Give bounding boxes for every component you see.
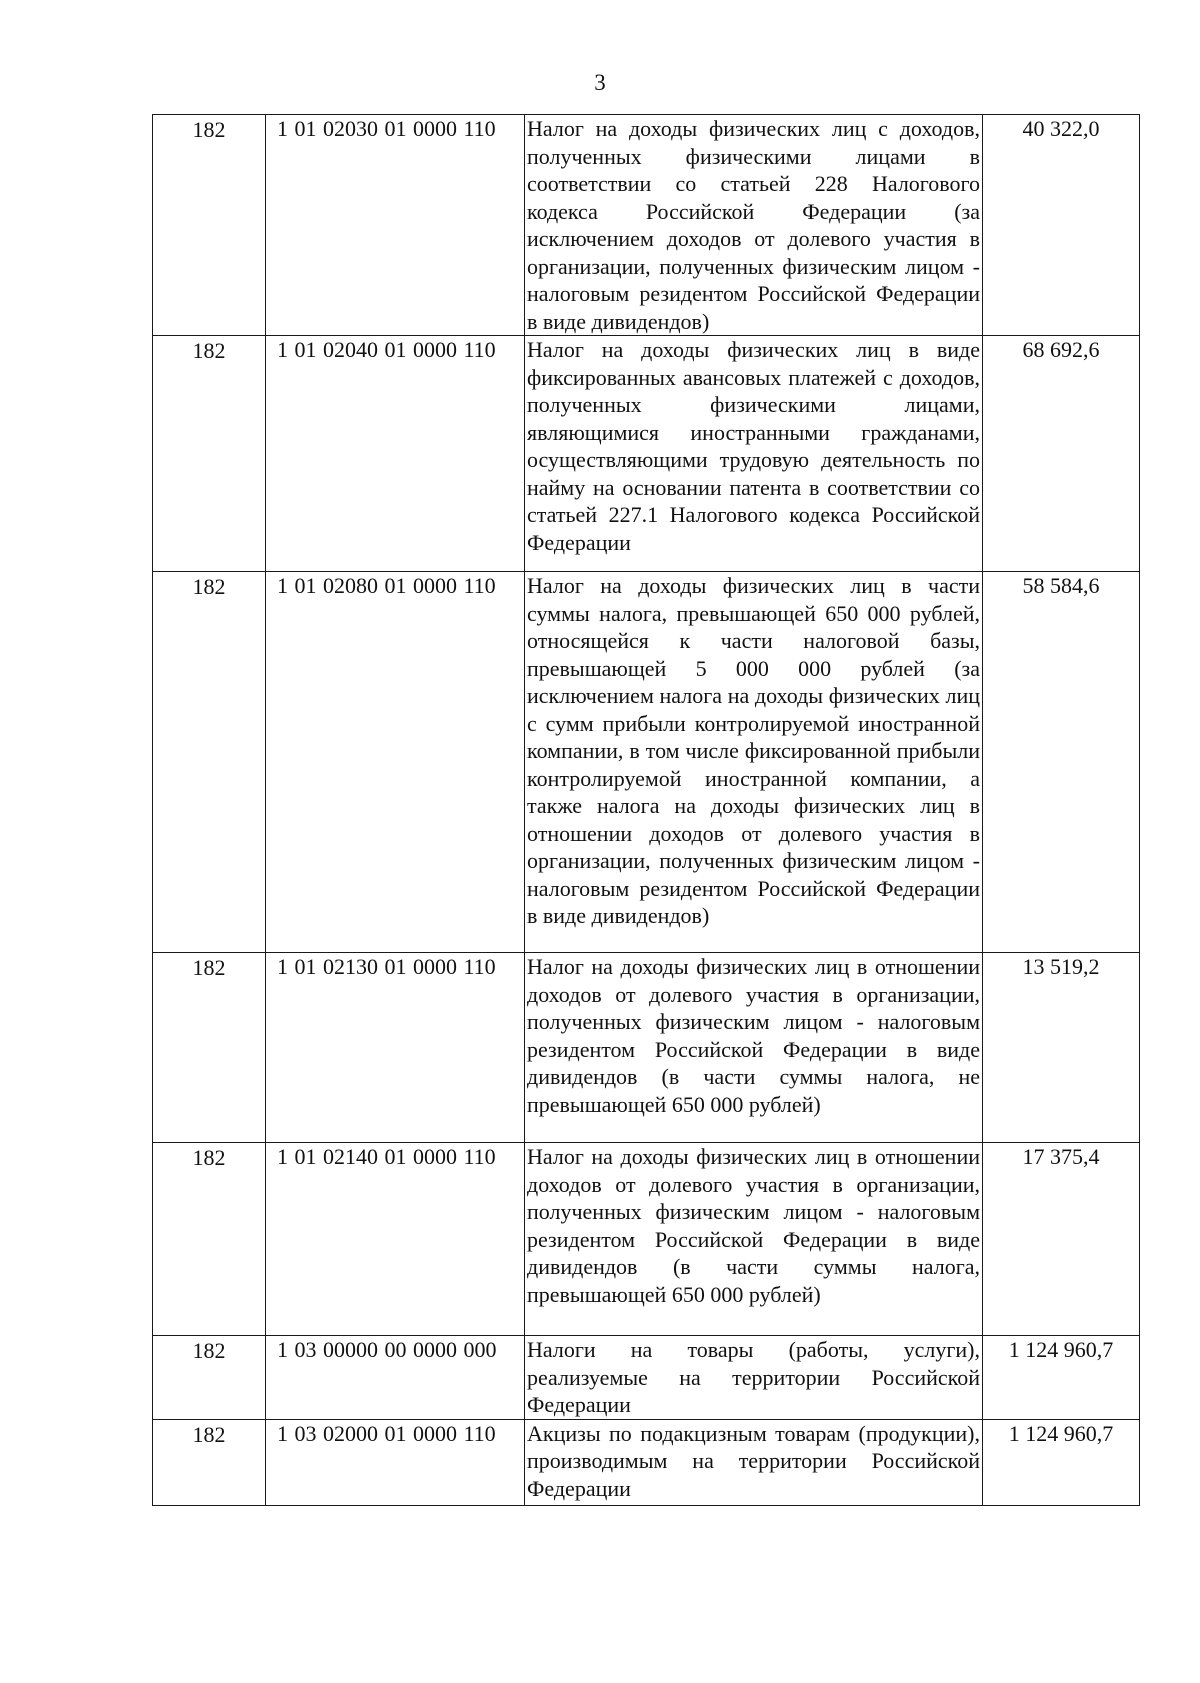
amount-cell: 13 519,2 [983,953,1140,1143]
revenue-name-cell: Налог на доходы физических лиц в отношении доходов от долевого участия в организации, полученных физическим лицом - налоговым резидентом Российской Федерации в виде дивидендов (в части суммы налога, не превышающей 650 000 рублей) [525,953,983,1143]
admin-code-cell: 182 [153,572,266,953]
revenue-table [152,114,1140,1506]
admin-code-cell: 182 [153,115,266,336]
budget-code-cell: 1 03 00000 00 0000 000 [266,1336,525,1420]
amount-cell: 58 584,6 [983,572,1140,953]
amount-cell: 68 692,6 [983,336,1140,572]
revenue-name-cell: Налог на доходы физических лиц в отношении доходов от долевого участия в организации, полученных физическим лицом - налоговым резидентом Российской Федерации в виде дивидендов (в части суммы налога, превышающей 650 000 рублей) [525,1143,983,1336]
admin-code-cell: 182 [153,953,266,1143]
admin-code-cell: 182 [153,1336,266,1420]
admin-code-cell: 182 [153,1419,266,1505]
budget-code-cell: 1 03 02000 01 0000 110 [266,1419,525,1505]
budget-code-cell: 1 01 02040 01 0000 110 [266,336,525,572]
table-row [153,1143,1140,1336]
revenue-name-cell: Налоги на товары (работы, услуги), реализуемые на территории Российской Федерации [525,1336,983,1420]
table-row [153,1419,1140,1505]
page-number: 3 [594,70,606,95]
revenue-name-cell: Акцизы по подакцизным товарам (продукции), производимым на территории Российской Федерации [525,1419,983,1505]
budget-code-cell: 1 01 02140 01 0000 110 [266,1143,525,1336]
table-row [153,572,1140,953]
budget-code-cell: 1 01 02030 01 0000 110 [266,115,525,336]
table-row [153,953,1140,1143]
revenue-name-cell: Налог на доходы физических лиц в виде фиксированных авансовых платежей с доходов, полученных физическими лицами, являющимися иностранными гражданами, осуществляющими трудовую деятельность по найму на основании патента в соответствии со статьей 227.1 Налогового кодекса Российской Федерации [525,336,983,572]
amount-cell: 1 124 960,7 [983,1336,1140,1420]
amount-cell: 17 375,4 [983,1143,1140,1336]
amount-cell: 40 322,0 [983,115,1140,336]
budget-code-cell: 1 01 02130 01 0000 110 [266,953,525,1143]
revenue-name-cell: Налог на доходы физических лиц с доходов, полученных физическими лицами в соответствии со статьей 228 Налогового кодекса Российской Федерации (за исключением доходов от долевого участия в организации, полученных физическим лицом - налоговым резидентом Российской Федерации в виде дивидендов) [525,115,983,336]
admin-code-cell: 182 [153,336,266,572]
admin-code-cell: 182 [153,1143,266,1336]
table-row [153,115,1140,336]
budget-code-cell: 1 01 02080 01 0000 110 [266,572,525,953]
table-row [153,1336,1140,1420]
revenue-name-cell: Налог на доходы физических лиц в части суммы налога, превышающей 650 000 рублей, относящейся к части налоговой базы, превышающей 5 000 000 рублей (за исключением налога на доходы физических лиц с сумм прибыли контролируемой иностранной компании, в том числе фиксированной прибыли контролируемой иностранной компании, а также налога на доходы физических лиц в отношении доходов от долевого участия в организации, полученных физическим лицом - налоговым резидентом Российской Федерации в виде дивидендов) [525,572,983,953]
table-row [153,336,1140,572]
amount-cell: 1 124 960,7 [983,1419,1140,1505]
